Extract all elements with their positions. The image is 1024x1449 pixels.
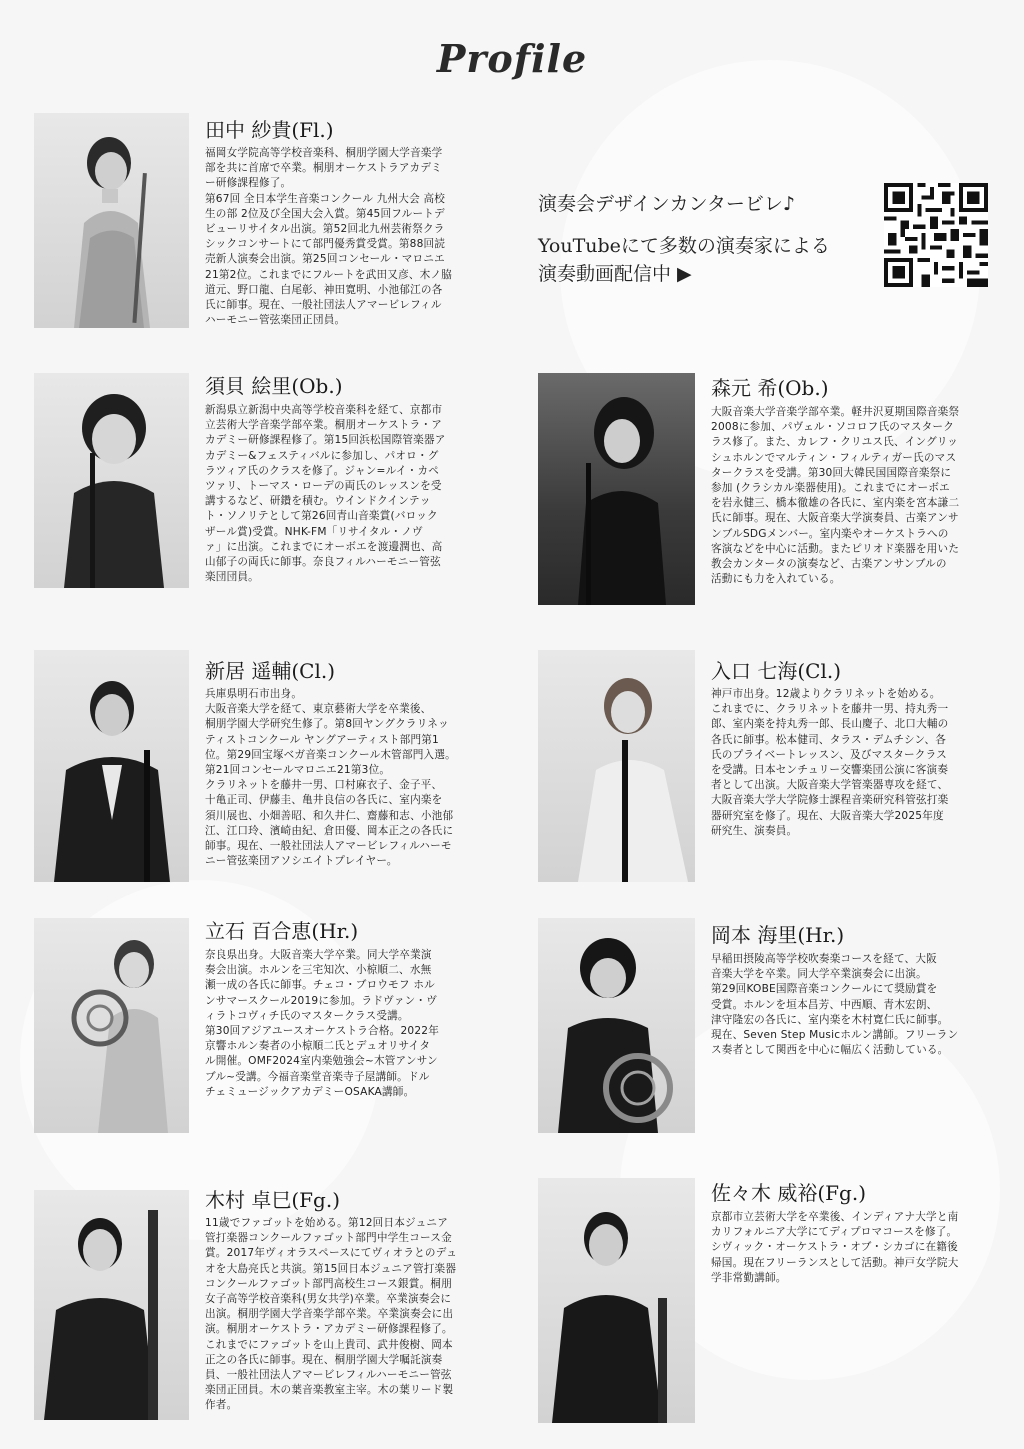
promo-video-text: 演奏動画配信中 ▶ xyxy=(538,263,692,285)
profile-name: 佐々木 威裕(Fg.) xyxy=(711,1181,866,1205)
promo-channel-name: 演奏会デザインカンタービレ♪ xyxy=(538,193,796,215)
profile-name: 田中 紗貴(Fl.) xyxy=(205,118,334,142)
portrait-silhouette-icon xyxy=(538,650,695,882)
profile-bio: 神戸市出身。12歳よりクラリネットを始める。 これまでに、クラリネットを藤井一男、持丸秀一 郎、室内楽を持丸秀一郎、長山慶子、北口大輔の 各氏に師事。松本健司、タラス・デムチシン、各 氏のプライベートレッスン、及びマスタークラス を受講。日本センチュリー交響楽団公演に客演奏 者として出演。大阪音楽大学管楽器専攻を経て、 大阪音楽大学大学院修士課程音楽研究科管弦打楽 器研究室を修了。現在、大阪音楽大学2025年度 研究生、演奏員。 xyxy=(711,688,949,837)
profile-bio: 兵庫県明石市出身。 大阪音楽大学を経て、東京藝術大学を卒業後、 桐朋学園大学研究生修了。第8回ヤングクラリネッ ティストコンクール ヤングアーティスト部門第1 位。第29回宝塚ベガ音楽コンクール木管部門入選。 第21回コンセールマロニエ21第3位。 クラリネットを藤井一男、口村麻衣子、金子平、 十亀正司、伊藤圭、亀井良信の各氏に、室内楽を 須川展也、小畑善昭、和久井仁、齋藤和志、小池郁 江、江口玲、濱崎由紀、倉田優、岡本正之の各氏に 師事。現在、一般社団法人アマービレフィルハーモ ニー管弦楽団アソシエイトプレイヤー。 xyxy=(205,688,456,868)
profile-name: 須貝 絵里(Ob.) xyxy=(205,374,343,398)
profile-name: 岡本 海里(Hr.) xyxy=(711,923,845,947)
portrait-silhouette-icon xyxy=(34,918,189,1133)
profile-photo-morimoto xyxy=(538,373,695,605)
profile-name: 森元 希(Ob.) xyxy=(711,376,829,400)
portrait-silhouette-icon xyxy=(34,650,189,882)
profile-bio: 11歳でファゴットを始める。第12回日本ジュニア 管打楽器コンクールファゴット部門中学生コース金 賞。2017年ヴィオラスペースにてヴィオラとのデュ オを大島亮氏と共演。第15回日本ジュニア管打楽器 コンクールファゴット部門高校生コース銀賞。桐朋 女子高等学校音楽科(男女共学)卒業。卒業演奏会に 出演。桐朋学園大学音楽学部卒業。卒業演奏会に出 演。桐朋オーケストラ・アカデミー研修課程修了。 これまでにファゴットを山上貴司、武井俊樹、岡本 正之の各氏に師事。現在、桐朋学園大学嘱託演奏 員、一般社団法人アマービレフィルハーモニー管弦 楽団正団員。木の葉音楽教室主宰。木の葉リード製 作者。 xyxy=(205,1217,457,1412)
profile-photo-okamoto xyxy=(538,918,695,1133)
profile-photo-tanaka xyxy=(34,113,189,328)
portrait-silhouette-icon xyxy=(34,113,189,328)
profile-name: 入口 七海(Cl.) xyxy=(711,659,842,683)
profile-bio: 京都市立芸術大学を卒業後、インディアナ大学と南 カリフォルニア大学にてディプロマコースを修了。 シヴィック・オーケストラ・オブ・シカゴに在籍後 帰国。現在フリーランスとして活動。神戸女学院大 学非常勤講師。 xyxy=(711,1211,959,1284)
profile-photo-sugai xyxy=(34,373,189,588)
qr-code-icon[interactable] xyxy=(884,183,988,287)
portrait-silhouette-icon xyxy=(34,373,189,588)
profile-name: 木村 卓巳(Fg.) xyxy=(205,1188,340,1212)
profile-photo-tateishi xyxy=(34,918,189,1133)
promo-youtube-text: YouTubeにて多数の演奏家による xyxy=(538,235,830,257)
portrait-silhouette-icon xyxy=(538,1178,695,1423)
profile-bio: 福岡女学院高等学校音楽科、桐朋学園大学音楽学 部を共に首席で卒業。桐朋オーケストラアカデミ ー研修課程修了。 第67回 全日本学生音楽コンクール 九州大会 高校 生の部 2位及び全国大会入賞。第45回フルートデ ビューリサイタル出演。第52回北九州芸術祭クラ シックコンサートにて部門優秀賞受賞。第88回読 売新人演奏会出演。第25回コンセール・マロニエ 21第2位。これまでにフルートを武田又彦、木ノ脇 道元、野口龍、白尾彰、神田寛明、小池郁江の各 氏に師事。現在、一般社団法人アマービレフィル ハーモニー管弦楽団正団員。 xyxy=(205,147,453,327)
profile-bio: 新潟県立新潟中央高等学校音楽科を経て、京都市 立芸術大学音楽学部卒業。桐朋オーケストラ・ア カデミー研修課程修了。第15回浜松国際管楽器ア カデミー&フェスティバルに参加し、パオロ・グ ラツィア氏のクラスを修了。ジャン=ルイ・カペ ツァリ、トーマス・ローデの両氏のレッスンを受 講するなど、研鑽を積む。ウインドクインテッ ト・ソノリテとして第26回青山音楽賞(バロック ザール賞)受賞。NHK-FM「リサイタル・ノヴ ァ」に出演。これまでにオーボエを渡邊潤也、高 山郁子の両氏に師事。奈良フィルハーモニー管弦 楽団団員。 xyxy=(205,404,446,584)
profile-name: 新居 遥輔(Cl.) xyxy=(205,659,336,683)
profile-photo-iriguchi xyxy=(538,650,695,882)
profile-photo-sasaki xyxy=(538,1178,695,1423)
portrait-silhouette-icon xyxy=(34,1190,189,1420)
profile-name: 立石 百合恵(Hr.) xyxy=(205,919,359,943)
profile-bio: 大阪音楽大学音楽学部卒業。軽井沢夏期国際音楽祭 2008に参加、パヴェル・ソコロフ氏のマスターク ラス修了。また、カレフ・クリユス氏、イングリッ シュホルンでマルティン・フィルティガー氏のマス タークラスを受講。第30回大韓民国国際音楽祭に 参加 (クラシカル楽器使用)。これまでにオーボエ を岩永健三、橋本徹雄の各氏に、室内楽を宮本謙二 氏に師事。現在、大阪音楽大学演奏員、古楽アンサ ンブルSDGメンバー。室内楽やオーケストラへの 客演などを中心に活動。またピリオド楽器を用いた 教会カンタータの演奏など、古楽アンサンブルの 活動にも力を入れている。 xyxy=(711,406,960,586)
profile-bio: 奈良県出身。大阪音楽大学卒業。同大学卒業演 奏会出演。ホルンを三宅知次、小椋順二、水無 瀬一成の各氏に師事。チェコ・ブロウモフ ホル ンサマースクール2019に参加。ラドヴァン・ヴ ィラトコヴィチ氏のマスタークラス受講。 第30回アジアユースオーケストラ合格。2022年 京響ホルン奏者の小椋順二氏とデュオリサイタ ル開催。OMF2024室内楽勉強会~木管アンサン ブル~受講。今福音楽堂音楽寺子屋講師。ドル チェミュージックアカデミーOSAKA講師。 xyxy=(205,949,440,1098)
profile-photo-kimura xyxy=(34,1190,189,1420)
profile-photo-arai xyxy=(34,650,189,882)
page-title: Profile xyxy=(436,36,588,81)
profile-bio: 早稲田摂陵高等学校吹奏楽コースを経て、大阪 音楽大学を卒業。同大学卒業演奏会に出演。 第29回KOBE国際音楽コンクールにて奨励賞を 受賞。ホルンを垣本昌芳、中西順、青木宏朗、 津守隆宏の各氏に、室内楽を木村寛仁氏に師事。 現在、Seven Step Musicホルン講師。フリーラン ス奏者として関西を中心に幅広く活動している。 xyxy=(711,953,959,1057)
portrait-silhouette-icon xyxy=(538,918,695,1133)
qr-code-graphic xyxy=(884,183,988,287)
portrait-silhouette-icon xyxy=(538,373,695,605)
